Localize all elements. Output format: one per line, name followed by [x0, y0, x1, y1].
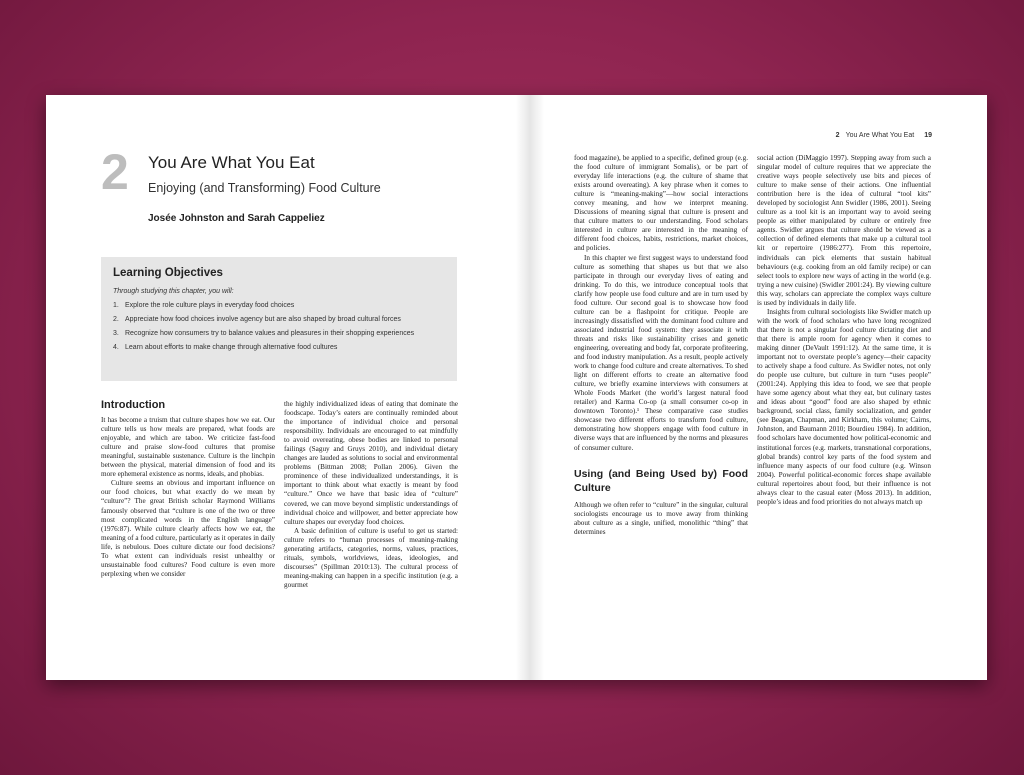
learning-objectives-list: [113, 301, 443, 357]
objective-text: Explore the role culture plays in everyday food choices: [125, 302, 295, 309]
learning-objectives-heading: Learning Objectives: [113, 267, 223, 279]
chapter-title: You Are What You Eat: [148, 153, 315, 172]
text-column-2: [284, 400, 458, 590]
learning-objective-item: [113, 301, 443, 310]
chapter-subtitle: Enjoying (and Transforming) Food Culture: [148, 181, 381, 195]
introduction-heading: Introduction: [101, 399, 166, 411]
right-page: [516, 95, 987, 680]
chapter-authors: Josée Johnston and Sarah Cappeliez: [148, 213, 325, 224]
learning-objective-item: [113, 315, 443, 324]
section-heading: Using (and Being Used by) Food Culture: [574, 467, 748, 494]
learning-objectives-box: [101, 257, 457, 381]
learning-objective-item: [113, 329, 443, 338]
paragraph: A basic definition of culture is useful to get us started: culture refers to “human processes of meaning-making generating artifacts, categories, norms, values, practices, rituals, symbols, worldviews, ideas, ideologies, and discourses” (Spillman 2010:13). The cultural process of meaning-making can happen in a specific institution (e.g. a gourmet: [284, 526, 458, 589]
paragraph: Although we often refer to “culture” in the singular, cultural sociologists encourage us to move away from thinking about culture as a single, unified, monolithic “thing” that determines: [574, 500, 748, 536]
objective-number: 4.: [113, 344, 119, 351]
chapter-number: 2: [101, 144, 129, 200]
left-page: [46, 95, 516, 680]
learning-objectives-intro: Through studying this chapter, you will:: [113, 288, 234, 295]
page-number: 19: [924, 132, 932, 139]
paragraph: food magazine), be applied to a specific, defined group (e.g. the food culture of immigrant Somalis), or be part of everyday life interactions (e.g. the culture of shame that exists around overeating). A key phrase when it comes to culture is “meaning-making”—how social interactions convey meaning, and how we interpret meaning. Discussions of meaning signal that culture is present and that culture matters to our understanding. Food scholars interested in culture are interested in the meaning of different food choices, habits, restrictions, market choices, and policies.: [574, 154, 748, 253]
text-column-1: [101, 401, 275, 579]
paragraph: Insights from cultural sociologists like Swidler match up with the work of food scholars who have long recognized that there is not a singular food culture dictating diet and that there is ample room for agency when it comes to making dinner (DeVault 1991:12). At the same time, it is important not to overstate people’s agency—their capacity to actively shape a food culture. As Swidler notes, not only do people use culture, but culture in turn “uses people” (2001:24). Applying this idea to food, we see that people have some agency about what they eat, but culinary tastes and ideas about “good” food are also shaped by ethnic background, social class, family socialization, and gender (see Beagan, Chapman, and Kirkham, this volume; Cairns, Johnston, and Baumann 2010; Bourdieu 1984). In addition, food scholars have documented how political-economic and institutional forces (e.g. markets, transnational corporations, global brands) control key parts of the food system and influence many aspects of our food culture (e.g. Winson 2004). Powerful political-economic forces shape available cultural repertoires about food, but their influence is not always clear to the casual eater (Moss 2013). In addition, people’s ideas and food priorities do not always match up: [757, 307, 931, 506]
objective-number: 2.: [113, 316, 119, 323]
learning-objective-item: [113, 343, 443, 352]
text-column-4: [757, 154, 931, 507]
objective-text: Recognize how consumers try to balance values and pleasures in their shopping experiences: [125, 330, 415, 337]
objective-number: 3.: [113, 330, 119, 337]
paragraph: In this chapter we first suggest ways to understand food culture as something that shapes us but that we also participate in through our everyday lives of eating and drinking. To do this, we introduce conceptual tools that clarify how people use food culture and are in turn used by food culture. Our second goal is to showcase how food culture can be a flashpoint for critique. People are increasingly dissatisfied with the dominant food culture and associated industrial food system: they associate it with threats and risks like sustainability crises and genetic engineering, overeating and body fat, corporate profiteering, and food industry manipulation. As a result, people actively work to change food culture and create alternatives. To shed light on different efforts to create an alternative food culture, we briefly examine interviews with consumers at Whole Foods Market (the world’s largest natural food retailer) and Karma Co-op (a small consumer co-op in downtown Toronto).¹ These comparative case studies showcase two different efforts to transform food culture, demonstrating how shoppers engage with food culture in diverse ways that are influenced by the norms and pleasures of consumer culture.: [574, 253, 748, 452]
book-spread: [46, 95, 987, 680]
paragraph: social action (DiMaggio 1997). Stepping away from such a singular model of culture requires that we appreciate the creative ways people selectively use bits and pieces of culture to make sense of their actions. One influential contribution here is the idea of cultural “tool kits” developed by sociologist Ann Swidler (1986, 2001). Seeing culture as a tool kit is an important way to avoid seeing people as either manipulated by culture or entirely free agents. Swidler argues that culture should be viewed as a collection of defined elements that make up a cultural tool kit or repertoire (1986:277). From this repertoire, individuals can pick elements that sustain habitual behaviours (e.g. cooking from an old family recipe) or can select tools to explore new ways of acting in the world (e.g. trying a new cuisine) (Swidler 2001:24). By viewing culture this way, scholars can appreciate the complex ways culture is used by individuals in daily life.: [757, 154, 931, 307]
text-column-3: [574, 154, 748, 537]
running-head: [516, 132, 932, 139]
running-head-title: You Are What You Eat: [845, 132, 915, 139]
paragraph: the highly individualized ideas of eating that dominate the foodscape. Today’s eaters are continually reminded about the importance of individual choice and personal responsibility. Individuals are encouraged to eat mindfully to avoid overeating, obese bodies are linked to personal failings (Saguy and Gruys 2010), and individual dietary changes are lauded as solutions to social and environmental problems (Bittman 2008; Pollan 2006). Given the prominence of these individualized understandings, it is important to think about what exactly is meant by food “culture.” Once we have that basic idea of “culture” covered, we can move beyond simplistic understandings of individual choice and willpower, and better appreciate how culture shapes our everyday food choices.: [284, 400, 458, 526]
objective-text: Learn about efforts to make change through alternative food cultures: [125, 344, 338, 351]
objective-text: Appreciate how food choices involve agency but are also shaped by broad cultural forces: [125, 316, 401, 323]
objective-number: 1.: [113, 302, 119, 309]
paragraph: It has become a truism that culture shapes how we eat. Our culture tells us how meals are prepared, what foods are enjoyable, and which are taboo. We criticize fast-food culture and praise slow-food cultures that promise meaningful, sustainable sustenance. Culture is the linchpin between the physical, material dimension of food and its more ephemeral existence as norms, ideals, and phobias.: [101, 416, 275, 479]
running-head-chapter: 2: [835, 132, 840, 139]
paragraph: Culture seems an obvious and important influence on our food choices, but what exactly do we mean by “culture”? The great British scholar Raymond Williams famously observed that “culture is one of the two or three most complicated words in the English language” (1976:87). While culture clearly affects how we eat, the meaning of a food culture, particularly as it operates in daily life, is nebulous. Does culture dictate our food decisions? To what extent can individuals resist unhealthy or unsustainable food cultures? Food culture is even more perplexing when we consider: [101, 479, 275, 578]
